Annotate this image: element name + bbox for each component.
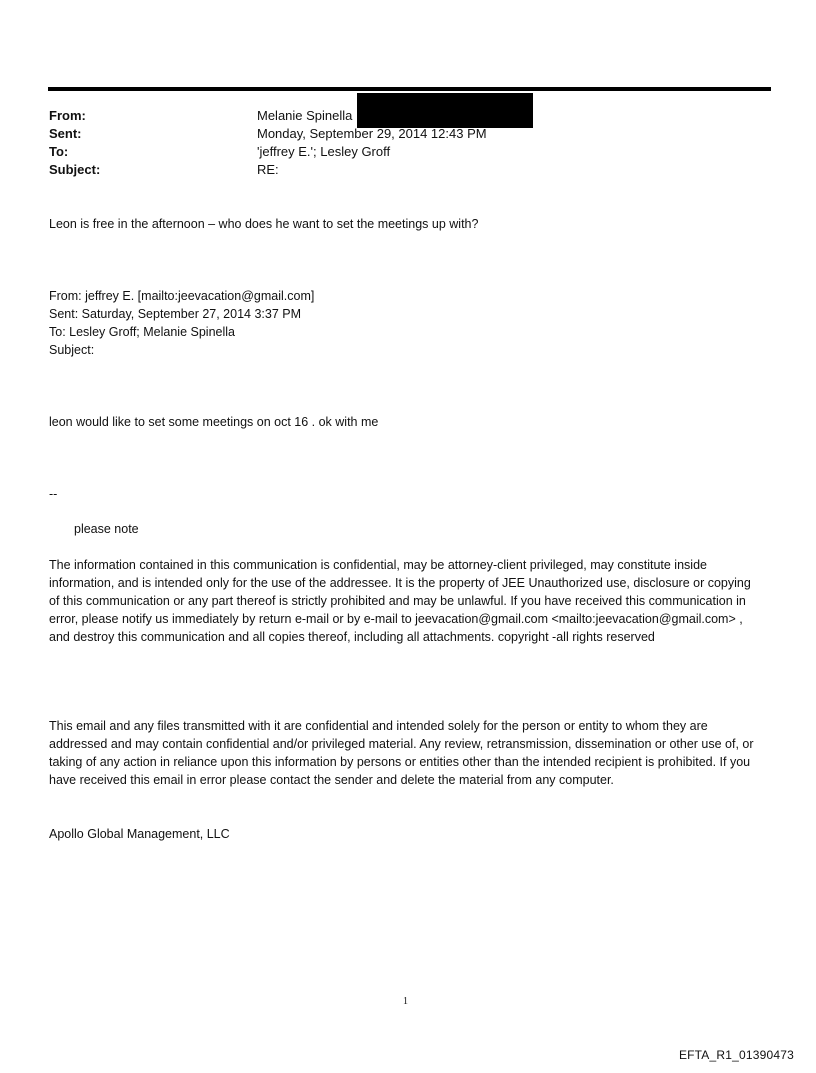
quoted-from: From: jeffrey E. [mailto:jeevacation@gmail.com] bbox=[49, 289, 315, 303]
quoted-sent: Sent: Saturday, September 27, 2014 3:37 PM bbox=[49, 307, 302, 321]
header-rule bbox=[48, 87, 771, 91]
quoted-subject: Subject: bbox=[49, 343, 95, 357]
redaction-box bbox=[357, 93, 533, 128]
company-name: Apollo Global Management, LLC bbox=[49, 827, 230, 841]
confidentiality-notice: The information contained in this communication is confidential, may be attorney-client privileged, may constitute inside information, and is intended only for the use of the addressee. It is the property of JEE Unauthorized use, disclosure or copying of this communication or any part thereof is strictly prohibited and may be unlawful. If you have received this communication in error, please notify us immediately by return e-mail or by e-mail to jeevacation@gmail.com <mailto:jeevacation@gmail.com> , and destroy this communication and all copies thereof, including all attachments. copyright -all rights reserved bbox=[49, 558, 751, 644]
quoted-to: To: Lesley Groff; Melanie Spinella bbox=[49, 325, 235, 339]
sent-label: Sent: bbox=[49, 126, 82, 141]
sent-value: Monday, September 29, 2014 12:43 PM bbox=[257, 126, 487, 141]
email-disclaimer: This email and any files transmitted with it are confidential and intended solely for the person or entity to whom they are addressed and may contain confidential and/or privileged material. Any review, retransmission, dissemination or other use of, or taking of any action in reliance upon this information by persons or entities other than the intended recipient is prohibited. If you have received this email in error please contact the sender and delete the material from any computer. bbox=[49, 719, 754, 787]
from-label: From: bbox=[49, 108, 86, 123]
subject-label: Subject: bbox=[49, 162, 101, 177]
signature-separator: -- bbox=[49, 487, 58, 501]
from-value: Melanie Spinella bbox=[257, 108, 353, 123]
subject-value: RE: bbox=[257, 162, 279, 177]
quoted-body: leon would like to set some meetings on oct 16 . ok with me bbox=[49, 415, 379, 429]
reply-body: Leon is free in the afternoon – who does he want to set the meetings up with? bbox=[49, 217, 479, 231]
please-note: please note bbox=[74, 522, 139, 536]
page-number: 1 bbox=[403, 996, 408, 1007]
to-label: To: bbox=[49, 144, 69, 159]
to-value: 'jeffrey E.'; Lesley Groff bbox=[257, 144, 391, 159]
bates-number: EFTA_R1_01390473 bbox=[678, 1048, 794, 1062]
